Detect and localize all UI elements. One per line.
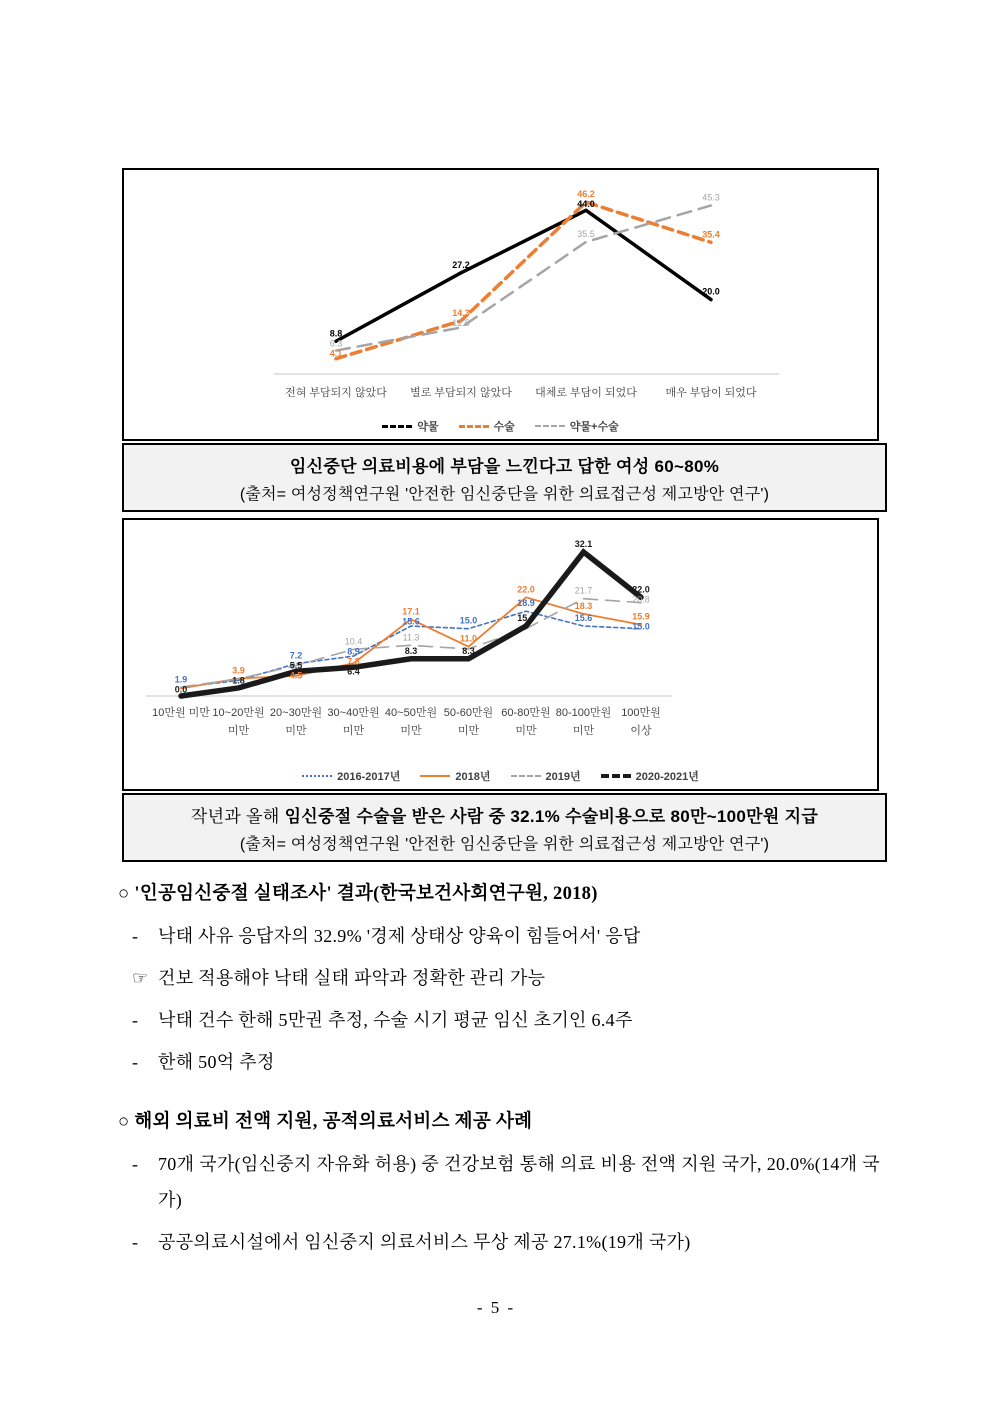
chart1-caption-title: 임신중단 의료비용에 부담을 느낀다고 답한 여성 60~80%: [289, 457, 720, 476]
list-item: [118, 1044, 880, 1080]
body-content: [118, 876, 880, 1266]
category-label: 미만: [227, 725, 250, 737]
legend-line-sample: [459, 425, 489, 428]
legend-item: [601, 768, 699, 784]
legend-item: [302, 768, 400, 784]
category-label: 100만원: [621, 707, 661, 719]
legend-label: 약물+수술: [569, 421, 619, 433]
category-label: 미만: [342, 725, 365, 737]
data-label: 12.5: [452, 317, 470, 328]
section1-heading: ○ '인공임신중절 실태조사' 결과(한국보건사회연구원, 2018): [118, 884, 598, 904]
data-label: 15.6: [402, 616, 420, 627]
data-label: 7.2: [289, 650, 303, 661]
data-label: 0.0: [174, 684, 188, 695]
legend-item: [535, 418, 619, 434]
data-label: 27.2: [452, 259, 470, 270]
data-label: 32.1: [574, 539, 593, 550]
list-item: [118, 960, 880, 996]
legend-label: 2018년: [455, 771, 491, 783]
item-text: 한해 50억 추정: [158, 1052, 275, 1072]
data-label: 18.3: [574, 600, 593, 611]
chart1-caption-source: (출처= 여성정책연구원 '안전한 임신중단을 위한 의료접근성 제고방안 연구'): [239, 486, 770, 503]
chart1-caption: [122, 443, 887, 512]
burden-line-chart: [124, 174, 877, 408]
legend-line-sample: [535, 425, 565, 427]
category-label: 매우 부담이 되었다: [665, 387, 757, 399]
section-survey: [118, 876, 880, 1080]
category-label: 80-100만원: [555, 707, 612, 719]
data-label: 18.9: [517, 598, 535, 609]
chart2-caption-source: (출처= 여성정책연구원 '안전한 임신중단을 위한 의료접근성 제고방안 연구'): [239, 836, 770, 853]
data-label: 1.8: [232, 675, 245, 686]
item-text: 70개 국가(임신중지 자유화 허용) 중 건강보험 통해 의료 비용 전액 지원 국가, 20.0%(14개 국가): [158, 1154, 880, 1210]
category-label: 미만: [572, 725, 595, 737]
item-text: 낙태 사유 응답자의 32.9% '경제 상태상 양육이 힘들어서' 응답: [158, 926, 641, 946]
legend-label: 2016-2017년: [337, 771, 401, 783]
data-label: 15.0: [632, 621, 650, 632]
list-item: [118, 1224, 880, 1260]
item-text: 공공의료시설에서 임신중지 의료서비스 무상 제공 27.1%(19개 국가): [158, 1232, 691, 1252]
category-label: 10~20만원: [212, 707, 265, 719]
legend-item: [382, 418, 438, 434]
list-item: [118, 1002, 880, 1038]
page-number: - 5 -: [476, 1298, 516, 1317]
data-label: 45.3: [702, 192, 720, 203]
legend-item: [459, 418, 515, 434]
chart2-box: [122, 518, 879, 791]
data-label: 15.6: [517, 613, 535, 624]
series-line-약물+수술: [336, 205, 711, 350]
category-label: 40~50만원: [384, 707, 438, 719]
category-label: 10만원 미만: [152, 707, 210, 719]
category-label: 전혀 부담되지 않았다: [285, 387, 387, 399]
data-label: 35.4: [702, 229, 720, 240]
data-label: 4.1: [329, 348, 343, 359]
item-text: 건보 적용해야 낙태 실태 파악과 정확한 관리 가능: [158, 968, 546, 988]
item-marker: -: [132, 1010, 139, 1030]
data-label: 15.6: [574, 613, 593, 624]
data-label: 22.0: [632, 584, 650, 595]
chart2-caption-title: [128, 802, 881, 827]
category-label: 미만: [515, 725, 537, 737]
data-label: 21.7: [574, 585, 593, 596]
data-label: 1.9: [174, 674, 188, 685]
figure-cost-burden: [122, 168, 879, 512]
list-item: [118, 1146, 880, 1218]
category-label: 50-60만원: [443, 707, 494, 719]
chart2-legend: [124, 763, 877, 789]
surgery-cost-line-chart: [124, 524, 877, 758]
item-marker: -: [132, 1154, 139, 1174]
data-label: 11.0: [459, 633, 478, 644]
legend-label: 약물: [417, 421, 439, 433]
item-marker: -: [132, 1232, 139, 1252]
chart1-legend: [124, 413, 877, 439]
data-label: 35.5: [577, 228, 595, 239]
list-item: [118, 918, 880, 954]
figure-surgery-cost: [122, 518, 879, 862]
legend-line-sample: [382, 425, 412, 428]
data-label: 8.8: [329, 328, 343, 339]
item-marker: ☞: [132, 968, 149, 988]
series-line-약물: [336, 210, 711, 341]
data-label: 8.9: [347, 646, 360, 657]
data-label: 46.2: [577, 189, 595, 200]
data-label: 22.0: [517, 584, 535, 595]
data-label: 20.8: [632, 594, 650, 605]
data-label: 5.5: [289, 660, 303, 671]
category-label: 미만: [400, 725, 422, 737]
data-label: 11.3: [402, 632, 420, 643]
legend-line-sample: [302, 775, 332, 777]
category-label: 대체로 부담이 되었다: [535, 387, 637, 399]
legend-item: [511, 768, 581, 784]
legend-label: 2020-2021년: [635, 771, 699, 783]
data-label: 7.3: [347, 656, 360, 667]
data-label: 6.4: [347, 666, 360, 677]
legend-line-sample: [420, 775, 450, 777]
data-label: 4.5: [289, 670, 303, 681]
data-label: 15.0: [459, 615, 478, 626]
category-label: 60-80만원: [501, 707, 551, 719]
legend-label: 2019년: [545, 771, 581, 783]
section-overseas: [118, 1104, 880, 1260]
caption-prefix: 작년과 올해: [190, 807, 285, 826]
category-label: 별로 부담되지 않았다: [410, 387, 512, 399]
caption-bold-text: 임신중절 수술을 받은 사람 중 32.1% 수술비용으로 80만~100만원 지급: [284, 807, 819, 826]
category-label: 미만: [285, 725, 307, 737]
category-label: 20~30만원: [269, 707, 323, 719]
item-marker: -: [132, 1052, 139, 1072]
category-label: 이상: [630, 725, 652, 737]
item-marker: -: [132, 926, 139, 946]
data-label: 8.3: [462, 645, 475, 656]
legend-label: 수술: [493, 421, 515, 433]
legend-line-sample: [601, 774, 631, 778]
data-label: 14.3: [452, 307, 470, 318]
series-line-수술: [336, 202, 711, 359]
legend-line-sample: [511, 775, 541, 777]
legend-item: [420, 768, 490, 784]
item-text: 낙태 건수 한해 5만권 추정, 수술 시기 평균 임신 초기인 6.4주: [158, 1010, 633, 1030]
data-label: 15.9: [632, 611, 650, 622]
section2-heading: ○ 해외 의료비 전액 지원, 공적의료서비스 제공 사례: [118, 1112, 533, 1132]
category-label: 미만: [457, 725, 480, 737]
data-label: 8.3: [404, 645, 418, 656]
category-label: 30~40만원: [327, 707, 380, 719]
chart1-box: [122, 168, 879, 441]
data-label: 10.4: [344, 636, 363, 647]
data-label: 20.0: [702, 286, 720, 297]
data-label: 3.9: [232, 665, 245, 676]
data-label: 44.0: [577, 199, 595, 210]
chart2-caption: [122, 793, 887, 862]
data-label: 6.3: [329, 338, 343, 349]
data-label: 17.1: [402, 606, 420, 617]
